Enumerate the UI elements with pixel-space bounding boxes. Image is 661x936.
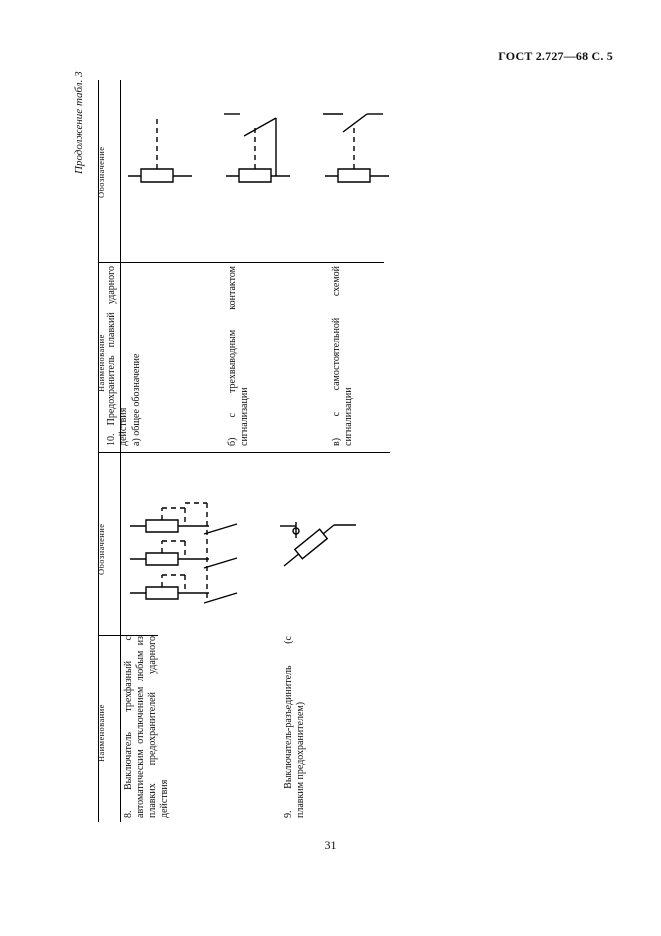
table-header-separator <box>120 80 121 822</box>
row-10a-name: а) общее обозначение <box>131 353 142 446</box>
column-header-symbol-2: Обозначение <box>96 146 106 198</box>
column-header-name-1: Наименование <box>96 704 106 762</box>
switch-disconnector-fuse-symbol <box>276 518 360 570</box>
column-divider-2 <box>98 452 390 453</box>
column-header-name-2: Наименование <box>96 334 106 392</box>
table-title: Продолжение табл. 3 <box>73 71 85 174</box>
row-9-name: 9. Выключатель-разъединитель (с плавким предохранителем) <box>283 636 306 818</box>
striker-fuse-symbol <box>126 112 206 184</box>
row-10b-name: б) с трехвыводным контактом сигнализации <box>227 266 250 446</box>
row-10c-name: в) с самостоятельной схемой сигнализации <box>331 266 354 446</box>
fuse-independent-signal-symbol <box>323 108 403 188</box>
page-header: ГОСТ 2.727—68 С. 5 <box>498 49 613 63</box>
three-phase-fuse-switch-symbol <box>124 498 244 610</box>
fuse-three-terminal-contact-symbol <box>224 108 304 188</box>
row-8-name: 8. Выключатель трехфазный с автоматическим отключением любым из плавких предохранителей ударного действия <box>123 636 170 818</box>
page-number: 31 <box>324 838 337 852</box>
column-header-symbol-1: Обозначение <box>96 523 106 575</box>
row-10-heading: 10. Предохранитель плавкий ударного действия <box>106 266 129 446</box>
column-divider-3 <box>98 262 384 263</box>
